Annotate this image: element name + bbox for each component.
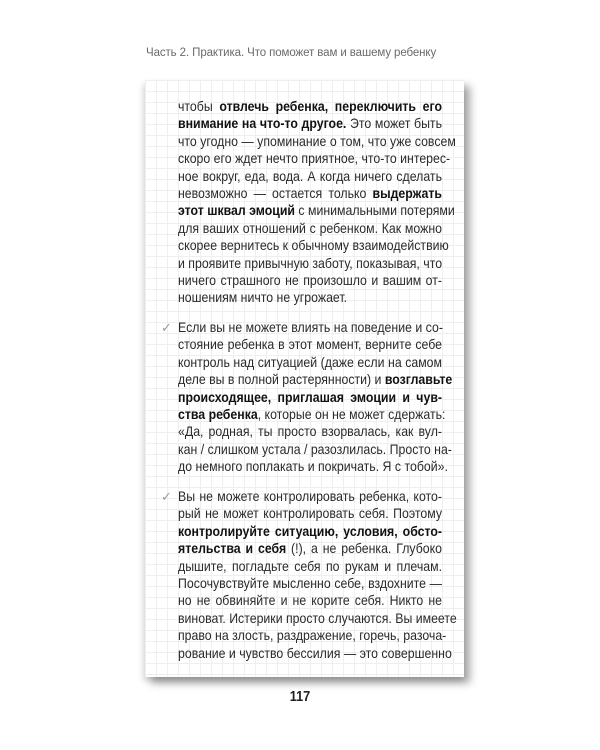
text: деле вы в полной растерянности) и [178, 371, 385, 388]
text: , которые он не может сдержать: [257, 405, 446, 422]
text: и проявите привычную заботу, показывая, что [178, 254, 443, 271]
text-line [178, 592, 442, 609]
text-line [178, 458, 448, 475]
text: (!), а не ребенка. Глубоко [286, 540, 442, 557]
bold-text: выдержать [372, 184, 442, 201]
text: контроль над ситуацией (даже если на самом [178, 353, 442, 370]
text-line [178, 289, 442, 306]
text-line [178, 168, 442, 185]
text-line [178, 627, 447, 644]
bold-text: этот шквал эмоций [178, 202, 295, 219]
running-head: Часть 2. Практика. Что поможет вам и вашему ребенку [146, 47, 437, 59]
text: но не обвиняйте и не корите себя. Никто не [178, 592, 442, 609]
text-line [178, 115, 442, 132]
book-page [145, 80, 464, 677]
text: «Да, родная, ты просто взорвалась, как вул- [178, 423, 442, 440]
text: дышите, погладьте себя по рукам и плечам. [178, 557, 442, 574]
bullet-paragraph-control-yourself [161, 488, 478, 662]
text-line [178, 354, 442, 371]
text-line [178, 558, 442, 575]
text: рование и чувство бессилия — это совершенно [178, 644, 452, 661]
text-line [178, 272, 442, 289]
text: чтобы [178, 98, 220, 114]
text: для ваших отношений с ребенком. Как можно [178, 219, 442, 236]
text-line [178, 609, 457, 627]
text-line [178, 371, 453, 388]
text: ношениям ничто не угрожает. [178, 289, 348, 306]
text-line [178, 644, 452, 662]
text: ничего страшного не произошло и вашим от- [178, 271, 442, 288]
text-line [178, 575, 442, 592]
text-line [178, 488, 442, 505]
text-line [178, 237, 449, 254]
checkmark-icon: ✓ [161, 320, 172, 335]
bold-text: внимание на что-то другое. [178, 115, 347, 132]
text: Вы не можете контролировать ребенка, кото- [178, 488, 442, 504]
text-line [178, 255, 442, 272]
text-line [178, 405, 446, 423]
text-line [178, 505, 442, 522]
page-number: 117 [289, 688, 311, 705]
text: ное вокруг, еда, вода. А когда ничего сделать [178, 167, 442, 184]
text-line [178, 336, 442, 353]
text: что угодно — упоминание о том, что уже совсем [178, 132, 456, 149]
text-line [178, 540, 442, 557]
bullet-paragraph-take-lead [161, 319, 478, 476]
bold-text: возглавьте [384, 371, 453, 388]
bold-text: ства ребенка [178, 405, 258, 422]
text: невозможно — остается только [178, 184, 373, 201]
bold-text: происходящее, приглашая эмоции и чув- [178, 388, 442, 405]
text-line [178, 185, 442, 202]
checkmark-icon: ✓ [161, 489, 172, 504]
text: Посочувствуйте мысленно себе, вздохните — [178, 574, 442, 591]
text: до немного поплакать и покричать. Я с тобой». [178, 458, 448, 475]
bold-text: отвлечь ребенка, переключить его [219, 98, 443, 114]
text-line [178, 202, 455, 219]
text: стояние ребенка в этот момент, верните себе [178, 336, 442, 353]
text: Это может быть [346, 115, 442, 132]
text-line [178, 132, 456, 150]
text-line [178, 440, 452, 458]
text: кан / слишком устала / разозлилась. Просто на- [178, 440, 452, 457]
paragraph-intro [178, 98, 478, 307]
text-line [178, 423, 442, 440]
text-line [178, 389, 442, 406]
text: рый не может контролировать себя. Поэтому [178, 505, 442, 522]
text-line [178, 150, 451, 167]
text-line [178, 98, 442, 115]
text-line [178, 319, 442, 336]
text: виноват. Истерики просто случаются. Вы имеете [178, 609, 457, 626]
text: Если вы не можете влиять на поведение и со- [178, 319, 443, 335]
bold-text: ятельства и себя [178, 540, 287, 557]
bold-text: контролируйте ситуацию, условия, обсто- [178, 522, 442, 539]
text-line [178, 220, 442, 237]
text: скоро его ждет нечто приятное, что-то интерес- [178, 150, 451, 167]
text: скорее вернитесь к обычному взаимодействию [178, 237, 449, 254]
text: с минимальными потерями [294, 202, 455, 219]
text-line [178, 523, 442, 540]
text: право на злость, раздражение, горечь, разоча- [178, 627, 447, 644]
